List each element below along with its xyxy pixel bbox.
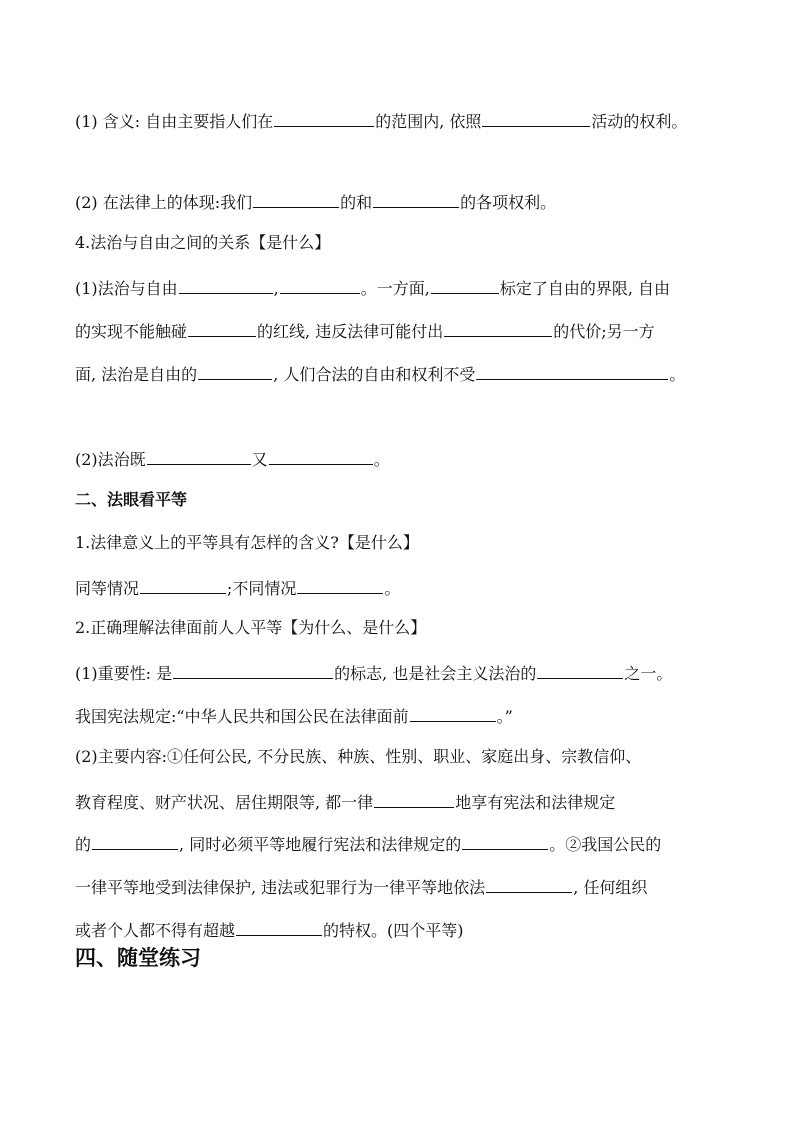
fill-blank[interactable] (462, 831, 548, 850)
content-line (75, 874, 735, 899)
subheading-equality-meaning: 1.法律意义上的平等具有怎样的含义?【是什么】 (75, 533, 419, 552)
fill-blank[interactable] (410, 703, 496, 722)
embodiment-line (75, 189, 735, 214)
fill-blank[interactable] (274, 108, 374, 127)
text-segment: 。” (496, 707, 513, 726)
text-segment: (2)法治既 (75, 450, 146, 469)
fill-blank[interactable] (537, 660, 623, 679)
fill-blank[interactable] (482, 108, 590, 127)
text-segment: 。一方面, (360, 279, 430, 298)
fill-blank[interactable] (253, 189, 339, 208)
text-segment: 的实现不能触碰 (75, 322, 188, 341)
section-heading-practice: 四、随堂练习 (75, 945, 201, 970)
text-segment: 一律平等地受到法律保护, 违法或犯罪行为一律平等地依法 (75, 878, 486, 897)
relation-line (75, 361, 735, 386)
fill-blank[interactable] (147, 446, 251, 465)
text-segment: (1) 含义: 自由主要指人们在 (75, 112, 274, 131)
content-line (75, 831, 735, 856)
text-segment: , 任何组织 (573, 878, 648, 897)
fill-blank[interactable] (236, 917, 322, 936)
fill-blank[interactable] (198, 361, 272, 380)
text-segment: 的和 (340, 193, 373, 212)
text-segment: 地享有宪法和法律规定 (455, 793, 616, 812)
importance-line (75, 660, 735, 685)
constitution-quote-line (75, 703, 735, 728)
section-heading-equality: 二、法眼看平等 (75, 490, 188, 509)
fill-blank[interactable] (486, 874, 572, 893)
content-line: (2)主要内容:①任何公民, 不分民族、种族、性别、职业、家庭出身、宗教信仰、 (75, 747, 642, 766)
fill-blank[interactable] (92, 831, 178, 850)
text-segment: 我国宪法规定:“中华人民共和国公民在法律面前 (75, 707, 409, 726)
content-line (75, 917, 735, 942)
text-segment: 的标志, 也是社会主义法治的 (334, 664, 537, 683)
text-segment: 标定了自由的界限, 自由 (499, 279, 671, 298)
definition-line (75, 108, 735, 133)
fill-blank[interactable] (173, 660, 333, 679)
fill-blank[interactable] (297, 575, 383, 594)
subheading-equality-before-law: 2.正确理解法律面前人人平等【为什么、是什么】 (75, 618, 427, 637)
text-segment: 的代价;另一方 (553, 322, 655, 341)
text-segment: (1)法治与自由 (75, 279, 178, 298)
equality-cases-line (75, 575, 735, 600)
text-segment: 的特权。(四个平等) (323, 921, 464, 940)
text-segment: 。 (384, 579, 401, 598)
text-segment: 教育程度、财产状况、居住期限等, 都一律 (75, 793, 374, 812)
relation-line (75, 275, 735, 300)
text-segment: (1)重要性: 是 (75, 664, 173, 683)
text-segment: 或者个人都不得有超越 (75, 921, 236, 940)
fill-blank[interactable] (431, 275, 499, 294)
text-segment: 的范围内, 依照 (375, 112, 482, 131)
text-segment: 。②我国公民的 (549, 835, 662, 854)
content-line (75, 789, 735, 814)
text-segment: , (273, 279, 279, 298)
text-segment: 的各项权利。 (460, 193, 557, 212)
text-segment: 的 (75, 835, 92, 854)
text-segment: 面, 法治是自由的 (75, 365, 198, 384)
fill-blank[interactable] (280, 275, 360, 294)
text-segment: 同等情况 (75, 579, 140, 598)
fill-blank[interactable] (188, 318, 256, 337)
relation-line (75, 318, 735, 343)
subheading-rule-of-law-freedom: 4.法治与自由之间的关系【是什么】 (75, 233, 331, 252)
text-segment: , 人们合法的自由和权利不受 (273, 365, 476, 384)
text-segment: 。 (373, 450, 390, 469)
fill-blank[interactable] (374, 789, 454, 808)
fill-blank[interactable] (269, 446, 373, 465)
fill-blank[interactable] (476, 361, 668, 380)
both-line (75, 446, 735, 471)
fill-blank[interactable] (140, 575, 226, 594)
fill-blank[interactable] (373, 189, 459, 208)
text-segment: 之一。 (624, 664, 673, 683)
fill-blank[interactable] (179, 275, 273, 294)
text-segment: , 同时必须平等地履行宪法和法律规定的 (179, 835, 462, 854)
fill-blank[interactable] (444, 318, 552, 337)
text-segment: ;不同情况 (227, 579, 297, 598)
text-segment: (2) 在法律上的体现:我们 (75, 193, 253, 212)
text-segment: 又 (251, 450, 268, 469)
text-segment: 活动的权利。 (591, 112, 688, 131)
text-segment: 。 (669, 365, 686, 384)
text-segment: 的红线, 违反法律可能付出 (257, 322, 444, 341)
